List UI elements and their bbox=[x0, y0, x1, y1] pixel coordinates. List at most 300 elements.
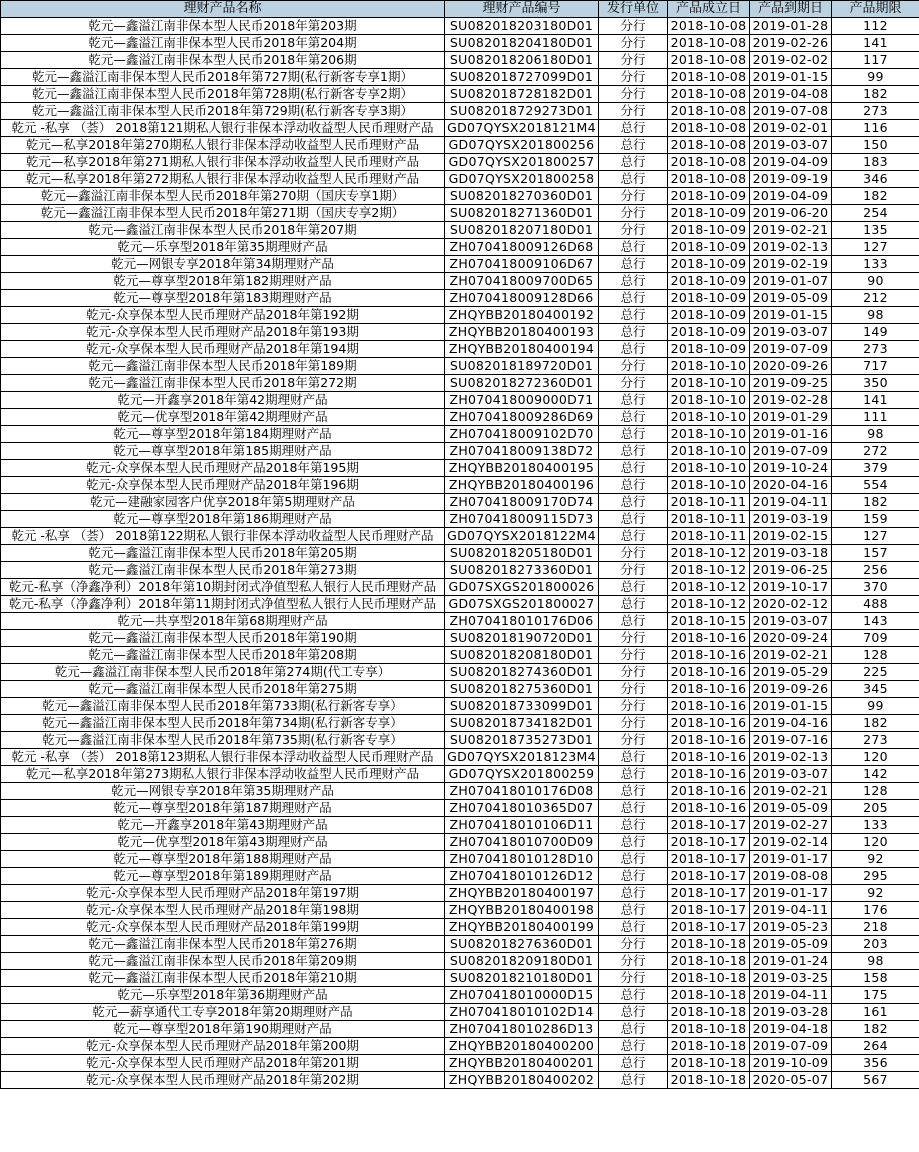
cell-term: 717 bbox=[832, 358, 919, 375]
cell-issuer: 分行 bbox=[599, 375, 668, 392]
cell-term: 488 bbox=[832, 596, 919, 613]
cell-end: 2019-04-08 bbox=[750, 86, 832, 103]
cell-issuer: 分行 bbox=[599, 69, 668, 86]
cell-name: 乾元-众享保本型人民币理财产品2018年第194期 bbox=[1, 341, 445, 358]
cell-name: 乾元—建融家园客户优享2018年第5期理财产品 bbox=[1, 494, 445, 511]
table-row bbox=[1, 222, 919, 239]
cell-code: ZHQYBB20180400200 bbox=[445, 1038, 599, 1055]
cell-code: ZH070418009700D65 bbox=[445, 273, 599, 290]
cell-end: 2019-02-21 bbox=[750, 783, 832, 800]
cell-code: ZH070418009115D73 bbox=[445, 511, 599, 528]
cell-name: 乾元—共享型2018年第68期理财产品 bbox=[1, 613, 445, 630]
cell-start: 2018-10-08 bbox=[668, 154, 750, 171]
cell-name: 乾元—开鑫享2018年第43期理财产品 bbox=[1, 817, 445, 834]
cell-term: 158 bbox=[832, 970, 919, 987]
table-row bbox=[1, 256, 919, 273]
table-row bbox=[1, 171, 919, 188]
cell-issuer: 分行 bbox=[599, 681, 668, 698]
cell-issuer: 分行 bbox=[599, 630, 668, 647]
cell-start: 2018-10-09 bbox=[668, 188, 750, 205]
cell-code: ZH070418010106D11 bbox=[445, 817, 599, 834]
cell-name: 乾元-众享保本型人民币理财产品2018年第198期 bbox=[1, 902, 445, 919]
cell-issuer: 总行 bbox=[599, 511, 668, 528]
table-row bbox=[1, 545, 919, 562]
cell-name: 乾元—优享型2018年第42期理财产品 bbox=[1, 409, 445, 426]
cell-term: 225 bbox=[832, 664, 919, 681]
cell-start: 2018-10-10 bbox=[668, 358, 750, 375]
cell-code: ZH070418009128D66 bbox=[445, 290, 599, 307]
cell-end: 2019-04-09 bbox=[750, 188, 832, 205]
cell-name: 乾元—私享2018年第273期私人银行非保本浮动收益型人民币理财产品 bbox=[1, 766, 445, 783]
cell-name: 乾元—开鑫享2018年第42期理财产品 bbox=[1, 392, 445, 409]
cell-term: 273 bbox=[832, 732, 919, 749]
cell-issuer: 分行 bbox=[599, 545, 668, 562]
cell-end: 2019-02-19 bbox=[750, 256, 832, 273]
cell-start: 2018-10-08 bbox=[668, 69, 750, 86]
table-row bbox=[1, 647, 919, 664]
cell-end: 2019-07-09 bbox=[750, 1038, 832, 1055]
cell-issuer: 总行 bbox=[599, 409, 668, 426]
cell-code: ZHQYBB20180400193 bbox=[445, 324, 599, 341]
cell-start: 2018-10-10 bbox=[668, 409, 750, 426]
cell-issuer: 总行 bbox=[599, 613, 668, 630]
table-row bbox=[1, 1072, 919, 1089]
table-row bbox=[1, 953, 919, 970]
cell-code: SU082018729273D01 bbox=[445, 103, 599, 120]
cell-term: 218 bbox=[832, 919, 919, 936]
cell-end: 2019-04-11 bbox=[750, 494, 832, 511]
cell-code: GD07QYSX201800256 bbox=[445, 137, 599, 154]
cell-name: 乾元—私享2018年第271期私人银行非保本浮动收益型人民币理财产品 bbox=[1, 154, 445, 171]
table-row bbox=[1, 868, 919, 885]
cell-code: GD07QYSX201800257 bbox=[445, 154, 599, 171]
table-row bbox=[1, 715, 919, 732]
cell-name: 乾元—鑫溢江南非保本型人民币2018年第734期(私行新客专享） bbox=[1, 715, 445, 732]
cell-name: 乾元—鑫溢江南非保本型人民币2018年第735期(私行新客专享） bbox=[1, 732, 445, 749]
cell-start: 2018-10-17 bbox=[668, 902, 750, 919]
cell-term: 182 bbox=[832, 188, 919, 205]
cell-end: 2019-04-11 bbox=[750, 987, 832, 1004]
cell-term: 98 bbox=[832, 426, 919, 443]
cell-issuer: 总行 bbox=[599, 477, 668, 494]
cell-name: 乾元—鑫溢江南非保本型人民币2018年第273期 bbox=[1, 562, 445, 579]
cell-end: 2019-02-28 bbox=[750, 392, 832, 409]
table-row bbox=[1, 664, 919, 681]
cell-name: 乾元-私享（净鑫净利）2018年第11期封闭式净值型私人银行人民币理财产品 bbox=[1, 596, 445, 613]
cell-end: 2019-02-02 bbox=[750, 52, 832, 69]
cell-end: 2019-01-07 bbox=[750, 273, 832, 290]
cell-issuer: 总行 bbox=[599, 324, 668, 341]
table-row bbox=[1, 834, 919, 851]
cell-term: 142 bbox=[832, 766, 919, 783]
cell-code: SU082018276360D01 bbox=[445, 936, 599, 953]
cell-code: ZHQYBB20180400192 bbox=[445, 307, 599, 324]
cell-code: SU082018207180D01 bbox=[445, 222, 599, 239]
table-row bbox=[1, 766, 919, 783]
cell-term: 157 bbox=[832, 545, 919, 562]
column-header-issuing-unit: 发行单位 bbox=[599, 1, 668, 18]
table-row bbox=[1, 154, 919, 171]
cell-issuer: 分行 bbox=[599, 953, 668, 970]
cell-code: ZHQYBB20180400198 bbox=[445, 902, 599, 919]
cell-code: SU082018271360D01 bbox=[445, 205, 599, 222]
cell-name: 乾元—鑫溢江南非保本型人民币2018年第272期 bbox=[1, 375, 445, 392]
table-row bbox=[1, 562, 919, 579]
cell-code: SU082018189720D01 bbox=[445, 358, 599, 375]
table-row bbox=[1, 1055, 919, 1072]
table-row bbox=[1, 919, 919, 936]
table-row bbox=[1, 800, 919, 817]
table-row bbox=[1, 426, 919, 443]
cell-start: 2018-10-11 bbox=[668, 511, 750, 528]
cell-issuer: 总行 bbox=[599, 851, 668, 868]
column-header-term-days: 产品期限 bbox=[832, 1, 919, 18]
cell-issuer: 总行 bbox=[599, 885, 668, 902]
cell-end: 2019-09-25 bbox=[750, 375, 832, 392]
cell-issuer: 分行 bbox=[599, 970, 668, 987]
cell-term: 116 bbox=[832, 120, 919, 137]
cell-issuer: 总行 bbox=[599, 1004, 668, 1021]
cell-issuer: 总行 bbox=[599, 1055, 668, 1072]
cell-start: 2018-10-16 bbox=[668, 647, 750, 664]
cell-end: 2019-03-28 bbox=[750, 1004, 832, 1021]
table-row bbox=[1, 52, 919, 69]
cell-name: 乾元—鑫溢江南非保本型人民币2018年第209期 bbox=[1, 953, 445, 970]
cell-start: 2018-10-16 bbox=[668, 681, 750, 698]
cell-term: 112 bbox=[832, 18, 919, 35]
cell-end: 2019-02-13 bbox=[750, 239, 832, 256]
table-row bbox=[1, 528, 919, 545]
cell-start: 2018-10-16 bbox=[668, 749, 750, 766]
cell-term: 176 bbox=[832, 902, 919, 919]
cell-code: GD07QYSX2018121M4 bbox=[445, 120, 599, 137]
cell-term: 370 bbox=[832, 579, 919, 596]
cell-end: 2019-02-26 bbox=[750, 35, 832, 52]
cell-code: SU082018727099D01 bbox=[445, 69, 599, 86]
cell-issuer: 分行 bbox=[599, 664, 668, 681]
cell-end: 2019-04-16 bbox=[750, 715, 832, 732]
cell-end: 2019-04-11 bbox=[750, 902, 832, 919]
cell-issuer: 总行 bbox=[599, 528, 668, 545]
cell-start: 2018-10-10 bbox=[668, 392, 750, 409]
cell-start: 2018-10-17 bbox=[668, 834, 750, 851]
cell-end: 2020-05-07 bbox=[750, 1072, 832, 1089]
table-row bbox=[1, 1004, 919, 1021]
cell-code: ZH070418010000D15 bbox=[445, 987, 599, 1004]
cell-end: 2020-09-24 bbox=[750, 630, 832, 647]
cell-issuer: 总行 bbox=[599, 392, 668, 409]
cell-name: 乾元—私享2018年第270期私人银行非保本浮动收益型人民币理财产品 bbox=[1, 137, 445, 154]
cell-issuer: 分行 bbox=[599, 936, 668, 953]
cell-name: 乾元—尊享型2018年第186期理财产品 bbox=[1, 511, 445, 528]
cell-code: ZHQYBB20180400196 bbox=[445, 477, 599, 494]
cell-issuer: 总行 bbox=[599, 460, 668, 477]
cell-start: 2018-10-08 bbox=[668, 86, 750, 103]
cell-name: 乾元—乐享型2018年第35期理财产品 bbox=[1, 239, 445, 256]
table-row bbox=[1, 477, 919, 494]
cell-code: GD07SXGS201800027 bbox=[445, 596, 599, 613]
cell-start: 2018-10-17 bbox=[668, 868, 750, 885]
cell-term: 99 bbox=[832, 69, 919, 86]
cell-end: 2019-05-09 bbox=[750, 800, 832, 817]
table-row bbox=[1, 1021, 919, 1038]
cell-issuer: 总行 bbox=[599, 766, 668, 783]
cell-code: ZH070418009170D74 bbox=[445, 494, 599, 511]
cell-end: 2019-03-18 bbox=[750, 545, 832, 562]
cell-start: 2018-10-18 bbox=[668, 1055, 750, 1072]
cell-issuer: 总行 bbox=[599, 154, 668, 171]
cell-term: 127 bbox=[832, 239, 919, 256]
cell-end: 2019-10-17 bbox=[750, 579, 832, 596]
table-row bbox=[1, 103, 919, 120]
cell-term: 120 bbox=[832, 834, 919, 851]
cell-name: 乾元—鑫溢江南非保本型人民币2018年第205期 bbox=[1, 545, 445, 562]
cell-end: 2019-02-13 bbox=[750, 749, 832, 766]
cell-start: 2018-10-17 bbox=[668, 885, 750, 902]
column-header-product-name: 理财产品名称 bbox=[1, 1, 445, 18]
column-header-start-date: 产品成立日 bbox=[668, 1, 750, 18]
cell-term: 295 bbox=[832, 868, 919, 885]
cell-code: ZH070418010126D12 bbox=[445, 868, 599, 885]
cell-end: 2019-05-29 bbox=[750, 664, 832, 681]
cell-end: 2019-06-20 bbox=[750, 205, 832, 222]
cell-term: 212 bbox=[832, 290, 919, 307]
cell-start: 2018-10-16 bbox=[668, 698, 750, 715]
cell-issuer: 总行 bbox=[599, 341, 668, 358]
cell-term: 92 bbox=[832, 885, 919, 902]
cell-issuer: 总行 bbox=[599, 817, 668, 834]
cell-start: 2018-10-18 bbox=[668, 987, 750, 1004]
cell-code: ZH070418009000D71 bbox=[445, 392, 599, 409]
cell-name: 乾元—鑫溢江南非保本型人民币2018年第208期 bbox=[1, 647, 445, 664]
cell-end: 2019-07-09 bbox=[750, 341, 832, 358]
cell-code: ZHQYBB20180400195 bbox=[445, 460, 599, 477]
cell-start: 2018-10-11 bbox=[668, 528, 750, 545]
cell-end: 2019-10-24 bbox=[750, 460, 832, 477]
cell-start: 2018-10-09 bbox=[668, 290, 750, 307]
cell-name: 乾元—鑫溢江南非保本型人民币2018年第733期(私行新客专享） bbox=[1, 698, 445, 715]
cell-end: 2019-02-15 bbox=[750, 528, 832, 545]
cell-start: 2018-10-12 bbox=[668, 562, 750, 579]
cell-end: 2019-04-09 bbox=[750, 154, 832, 171]
cell-start: 2018-10-18 bbox=[668, 1072, 750, 1089]
table-row bbox=[1, 613, 919, 630]
cell-code: SU082018274360D01 bbox=[445, 664, 599, 681]
cell-term: 182 bbox=[832, 715, 919, 732]
cell-end: 2019-08-08 bbox=[750, 868, 832, 885]
cell-end: 2020-04-16 bbox=[750, 477, 832, 494]
cell-start: 2018-10-17 bbox=[668, 817, 750, 834]
table-row bbox=[1, 851, 919, 868]
cell-code: GD07QYSX2018122M4 bbox=[445, 528, 599, 545]
table-row bbox=[1, 443, 919, 460]
cell-code: ZH070418009286D69 bbox=[445, 409, 599, 426]
table-row bbox=[1, 732, 919, 749]
cell-start: 2018-10-16 bbox=[668, 766, 750, 783]
cell-name: 乾元—鑫溢江南非保本型人民币2018年第727期(私行新客专享1期） bbox=[1, 69, 445, 86]
cell-name: 乾元—鑫溢江南非保本型人民币2018年第274期(代工专享） bbox=[1, 664, 445, 681]
cell-name: 乾元—鑫溢江南非保本型人民币2018年第270期（国庆专享1期） bbox=[1, 188, 445, 205]
cell-name: 乾元-众享保本型人民币理财产品2018年第202期 bbox=[1, 1072, 445, 1089]
cell-code: GD07QYSX2018123M4 bbox=[445, 749, 599, 766]
cell-name: 乾元—鑫溢江南非保本型人民币2018年第210期 bbox=[1, 970, 445, 987]
cell-end: 2019-01-15 bbox=[750, 307, 832, 324]
cell-issuer: 总行 bbox=[599, 307, 668, 324]
cell-name: 乾元-众享保本型人民币理财产品2018年第195期 bbox=[1, 460, 445, 477]
cell-name: 乾元—鑫溢江南非保本型人民币2018年第189期 bbox=[1, 358, 445, 375]
cell-code: ZH070418009102D70 bbox=[445, 426, 599, 443]
cell-issuer: 总行 bbox=[599, 868, 668, 885]
cell-term: 182 bbox=[832, 86, 919, 103]
cell-issuer: 总行 bbox=[599, 137, 668, 154]
cell-issuer: 总行 bbox=[599, 1038, 668, 1055]
cell-issuer: 总行 bbox=[599, 256, 668, 273]
table-row bbox=[1, 460, 919, 477]
cell-term: 205 bbox=[832, 800, 919, 817]
cell-start: 2018-10-18 bbox=[668, 1038, 750, 1055]
cell-name: 乾元—鑫溢江南非保本型人民币2018年第207期 bbox=[1, 222, 445, 239]
cell-term: 98 bbox=[832, 307, 919, 324]
cell-issuer: 分行 bbox=[599, 698, 668, 715]
table-row bbox=[1, 35, 919, 52]
cell-name: 乾元—尊享型2018年第183期理财产品 bbox=[1, 290, 445, 307]
cell-name: 乾元—乐享型2018年第36期理财产品 bbox=[1, 987, 445, 1004]
cell-name: 乾元 -私享 （荟） 2018第123期私人银行非保本浮动收益型人民币理财产品 bbox=[1, 749, 445, 766]
cell-code: SU082018728182D01 bbox=[445, 86, 599, 103]
cell-start: 2018-10-09 bbox=[668, 256, 750, 273]
cell-start: 2018-10-08 bbox=[668, 137, 750, 154]
cell-code: SU082018273360D01 bbox=[445, 562, 599, 579]
cell-start: 2018-10-18 bbox=[668, 936, 750, 953]
cell-name: 乾元—鑫溢江南非保本型人民币2018年第728期(私行新客专享2期） bbox=[1, 86, 445, 103]
cell-issuer: 总行 bbox=[599, 800, 668, 817]
cell-name: 乾元—私享2018年第272期私人银行非保本浮动收益型人民币理财产品 bbox=[1, 171, 445, 188]
table-row bbox=[1, 409, 919, 426]
cell-name: 乾元—鑫溢江南非保本型人民币2018年第190期 bbox=[1, 630, 445, 647]
cell-code: ZH070418010286D13 bbox=[445, 1021, 599, 1038]
cell-term: 161 bbox=[832, 1004, 919, 1021]
table-row bbox=[1, 358, 919, 375]
cell-name: 乾元—鑫溢江南非保本型人民币2018年第206期 bbox=[1, 52, 445, 69]
cell-issuer: 分行 bbox=[599, 103, 668, 120]
cell-code: ZH070418009106D67 bbox=[445, 256, 599, 273]
cell-start: 2018-10-09 bbox=[668, 341, 750, 358]
cell-issuer: 总行 bbox=[599, 239, 668, 256]
cell-code: SU082018204180D01 bbox=[445, 35, 599, 52]
cell-term: 272 bbox=[832, 443, 919, 460]
cell-code: ZH070418010700D09 bbox=[445, 834, 599, 851]
table-row bbox=[1, 630, 919, 647]
table-row bbox=[1, 902, 919, 919]
cell-issuer: 分行 bbox=[599, 86, 668, 103]
cell-start: 2018-10-10 bbox=[668, 426, 750, 443]
cell-end: 2019-03-07 bbox=[750, 613, 832, 630]
table-row bbox=[1, 18, 919, 35]
table-row bbox=[1, 698, 919, 715]
cell-term: 182 bbox=[832, 1021, 919, 1038]
cell-code: ZH070418010176D06 bbox=[445, 613, 599, 630]
cell-issuer: 总行 bbox=[599, 1072, 668, 1089]
table-row bbox=[1, 290, 919, 307]
cell-start: 2018-10-08 bbox=[668, 52, 750, 69]
cell-name: 乾元—尊享型2018年第184期理财产品 bbox=[1, 426, 445, 443]
cell-term: 264 bbox=[832, 1038, 919, 1055]
cell-term: 133 bbox=[832, 256, 919, 273]
cell-start: 2018-10-18 bbox=[668, 953, 750, 970]
cell-start: 2018-10-16 bbox=[668, 664, 750, 681]
cell-start: 2018-10-08 bbox=[668, 18, 750, 35]
cell-issuer: 总行 bbox=[599, 919, 668, 936]
cell-end: 2019-10-09 bbox=[750, 1055, 832, 1072]
cell-issuer: 总行 bbox=[599, 273, 668, 290]
cell-end: 2019-01-29 bbox=[750, 409, 832, 426]
cell-name: 乾元—尊享型2018年第187期理财产品 bbox=[1, 800, 445, 817]
cell-term: 92 bbox=[832, 851, 919, 868]
cell-term: 99 bbox=[832, 698, 919, 715]
cell-term: 128 bbox=[832, 647, 919, 664]
table-row bbox=[1, 341, 919, 358]
cell-term: 182 bbox=[832, 494, 919, 511]
cell-end: 2019-03-07 bbox=[750, 766, 832, 783]
cell-issuer: 分行 bbox=[599, 205, 668, 222]
cell-end: 2019-01-24 bbox=[750, 953, 832, 970]
cell-end: 2020-02-12 bbox=[750, 596, 832, 613]
table-header bbox=[1, 1, 919, 18]
cell-issuer: 总行 bbox=[599, 1021, 668, 1038]
cell-name: 乾元-众享保本型人民币理财产品2018年第199期 bbox=[1, 919, 445, 936]
table-row bbox=[1, 86, 919, 103]
cell-start: 2018-10-08 bbox=[668, 171, 750, 188]
cell-term: 356 bbox=[832, 1055, 919, 1072]
table-row bbox=[1, 205, 919, 222]
cell-issuer: 总行 bbox=[599, 171, 668, 188]
cell-code: SU082018206180D01 bbox=[445, 52, 599, 69]
cell-term: 135 bbox=[832, 222, 919, 239]
cell-term: 141 bbox=[832, 35, 919, 52]
cell-term: 346 bbox=[832, 171, 919, 188]
table-row bbox=[1, 375, 919, 392]
cell-name: 乾元—鑫溢江南非保本型人民币2018年第203期 bbox=[1, 18, 445, 35]
table-row bbox=[1, 188, 919, 205]
cell-start: 2018-10-10 bbox=[668, 375, 750, 392]
cell-issuer: 分行 bbox=[599, 715, 668, 732]
cell-issuer: 分行 bbox=[599, 188, 668, 205]
cell-start: 2018-10-09 bbox=[668, 273, 750, 290]
cell-end: 2019-01-17 bbox=[750, 885, 832, 902]
table-row bbox=[1, 987, 919, 1004]
cell-issuer: 分行 bbox=[599, 562, 668, 579]
cell-end: 2019-02-14 bbox=[750, 834, 832, 851]
cell-end: 2019-09-19 bbox=[750, 171, 832, 188]
cell-term: 203 bbox=[832, 936, 919, 953]
cell-end: 2019-02-27 bbox=[750, 817, 832, 834]
cell-end: 2019-07-08 bbox=[750, 103, 832, 120]
cell-start: 2018-10-09 bbox=[668, 324, 750, 341]
cell-name: 乾元—尊享型2018年第190期理财产品 bbox=[1, 1021, 445, 1038]
cell-name: 乾元—薪享通代工专享2018年第20期理财产品 bbox=[1, 1004, 445, 1021]
table-row bbox=[1, 324, 919, 341]
cell-code: SU082018275360D01 bbox=[445, 681, 599, 698]
cell-code: GD07SXGS201800026 bbox=[445, 579, 599, 596]
cell-issuer: 分行 bbox=[599, 222, 668, 239]
cell-start: 2018-10-18 bbox=[668, 1004, 750, 1021]
cell-issuer: 总行 bbox=[599, 290, 668, 307]
cell-term: 90 bbox=[832, 273, 919, 290]
cell-end: 2019-02-21 bbox=[750, 647, 832, 664]
cell-end: 2019-04-18 bbox=[750, 1021, 832, 1038]
cell-code: ZH070418009138D72 bbox=[445, 443, 599, 460]
cell-end: 2019-09-26 bbox=[750, 681, 832, 698]
